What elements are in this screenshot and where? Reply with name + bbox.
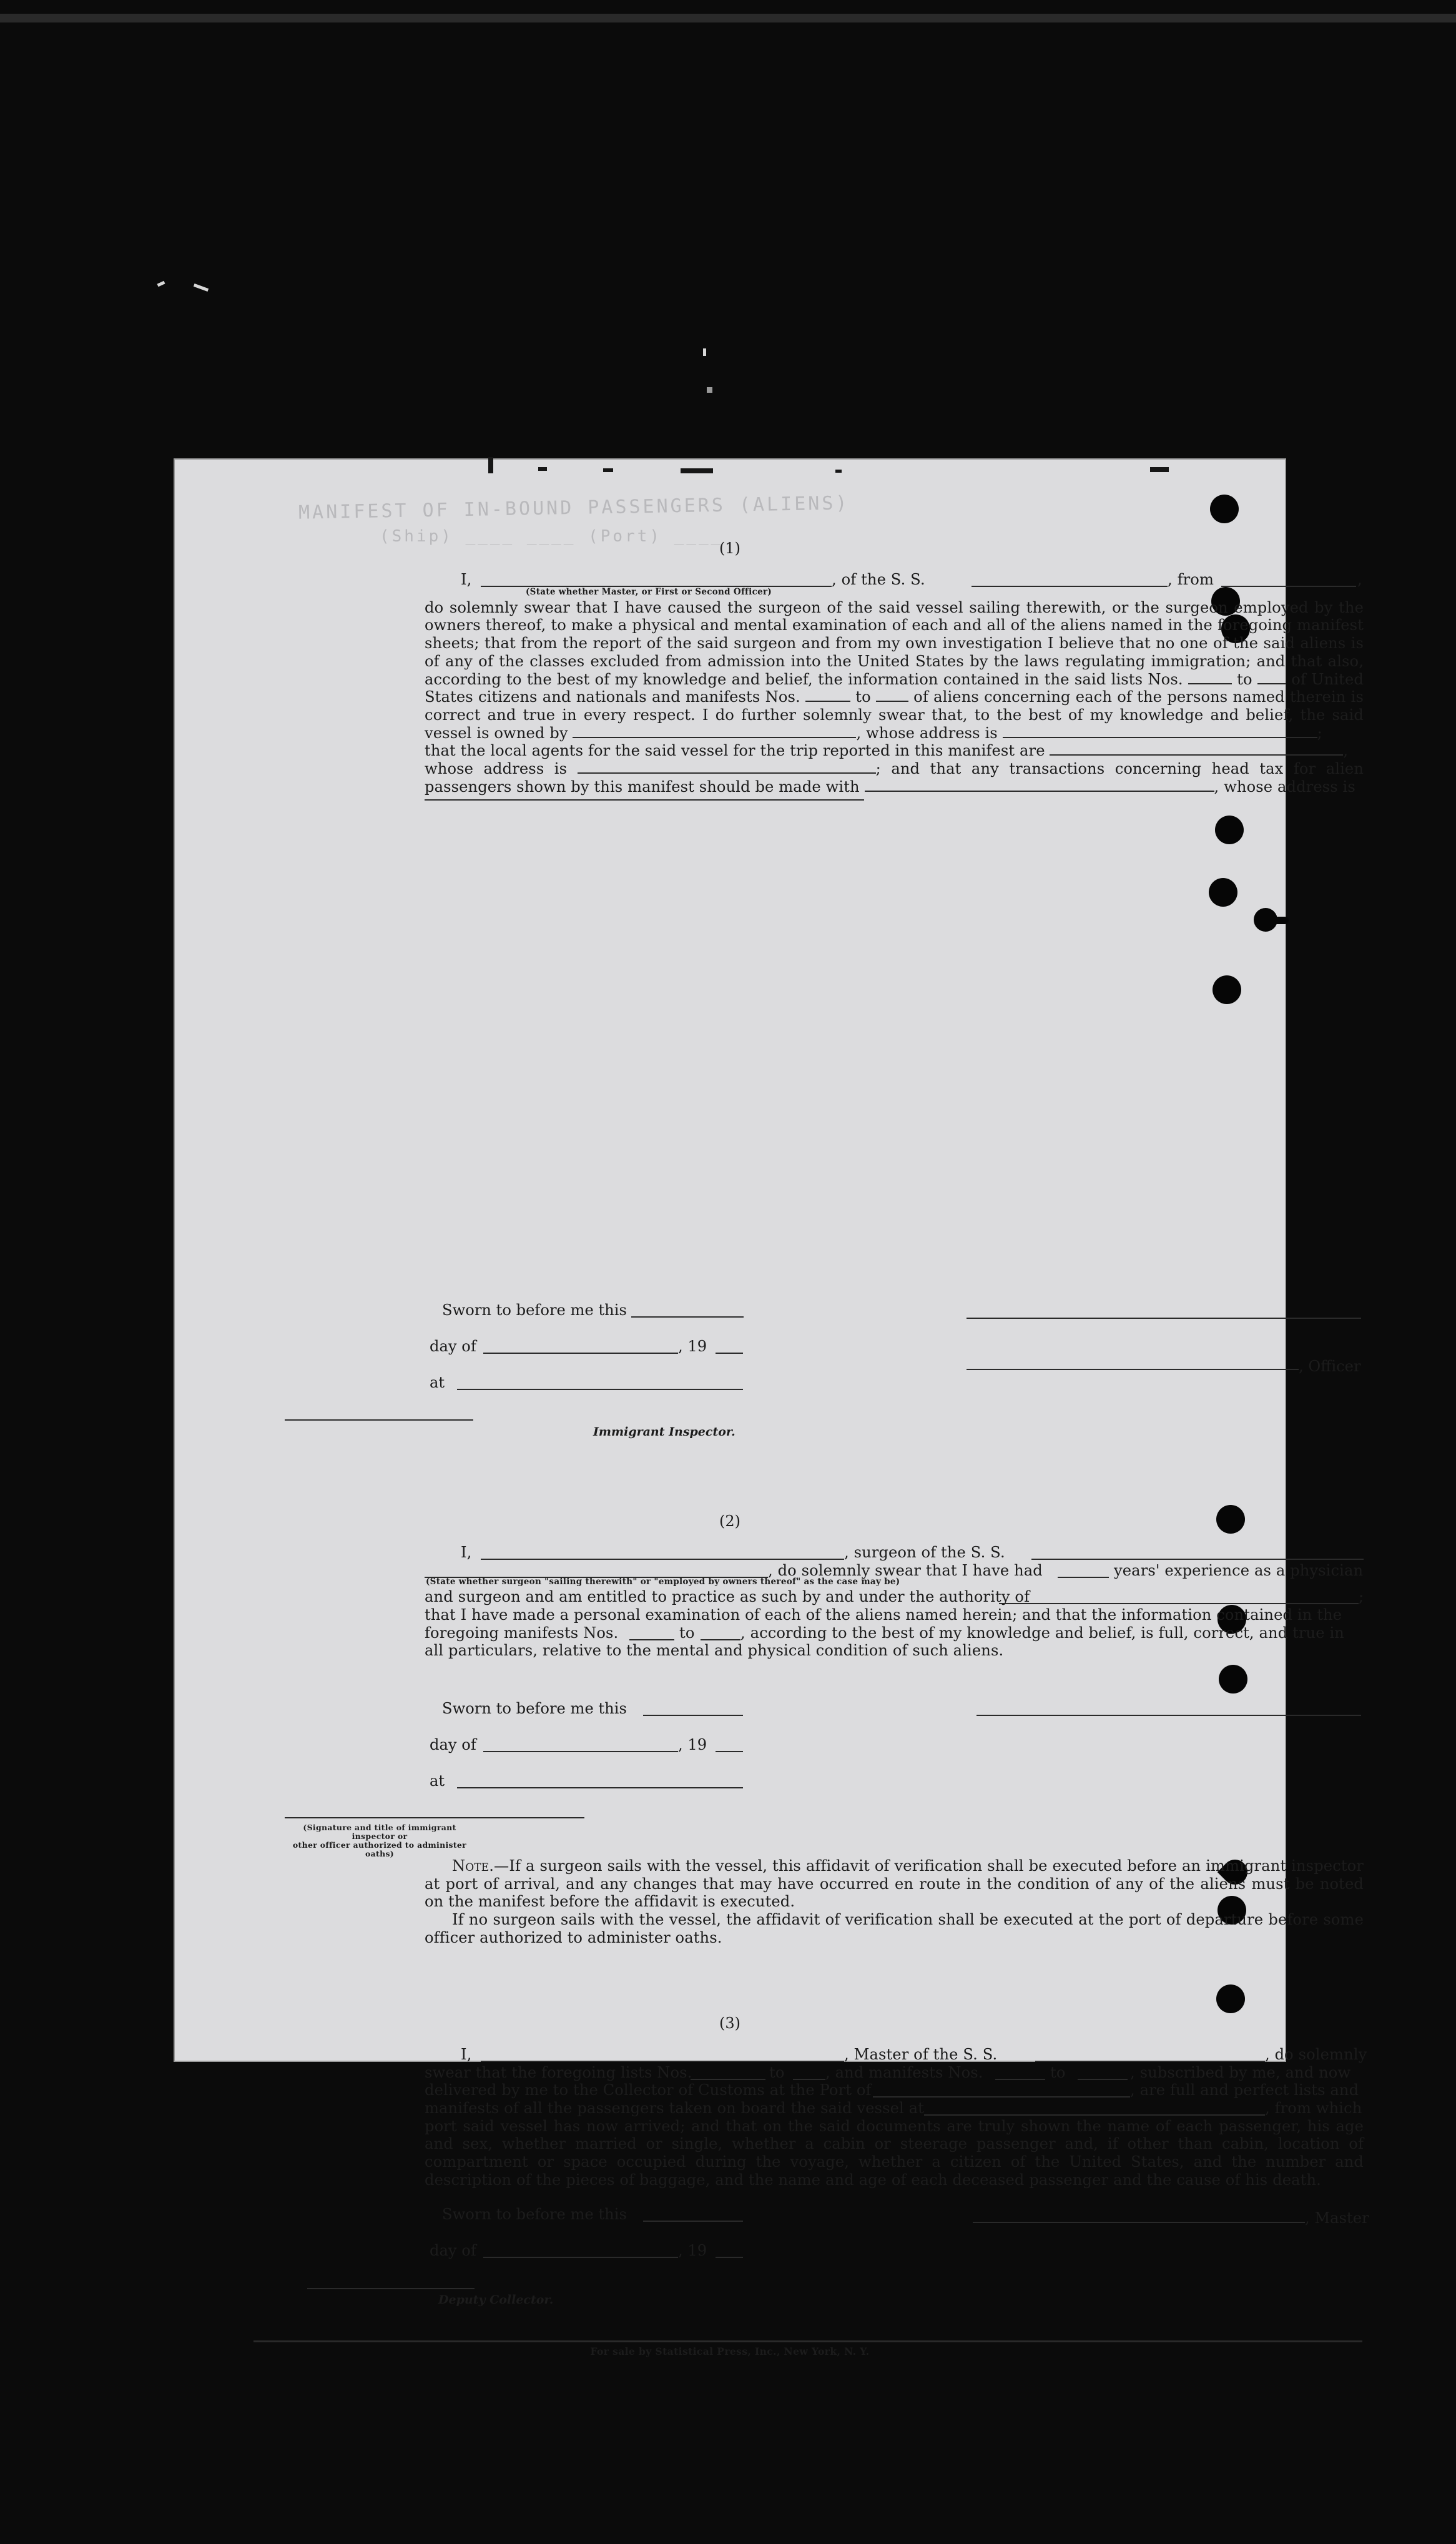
top-edge-mark bbox=[603, 468, 613, 472]
lists-from-field[interactable] bbox=[1188, 671, 1232, 684]
inspector-title: Immigrant Inspector. bbox=[593, 1425, 735, 1439]
punch-hole bbox=[1213, 975, 1241, 1004]
head-tax-address-field[interactable] bbox=[425, 796, 864, 801]
authority-field[interactable] bbox=[999, 1590, 1359, 1604]
s2-signature-caption: (Signature and title of immigrant inspector or other officer authorized to administer oaths) bbox=[292, 1823, 467, 1858]
agents-address-field[interactable] bbox=[578, 760, 876, 774]
bleed-through-text: (Ship) ____ ____ (Port) ____ bbox=[380, 527, 724, 546]
s3-manifests-to-field[interactable] bbox=[1078, 2066, 1128, 2080]
inspector-signature-line[interactable] bbox=[285, 1419, 473, 1421]
s3-month-field[interactable] bbox=[483, 2244, 678, 2258]
punch-hole bbox=[1209, 878, 1237, 907]
top-edge-mark bbox=[681, 468, 713, 473]
section-2-number: (2) bbox=[719, 1512, 740, 1530]
ship-name-field[interactable] bbox=[971, 573, 1168, 587]
dust-speck bbox=[194, 283, 209, 292]
punch-hole bbox=[1219, 1665, 1247, 1694]
section-3-number: (3) bbox=[719, 2014, 740, 2032]
section-1-number: (1) bbox=[719, 540, 740, 557]
surgeon-status-field[interactable] bbox=[425, 1564, 768, 1578]
dust-speck bbox=[707, 387, 712, 393]
s1-oath-text: do solemnly swear that I have caused the surgeon of the said vessel sailing therewith, or the surgeon employed by the owners thereof, to make a physical and mental examination of each and all of the aliens named in the foregoing manifest sheets; that from the report of the said surgeon and from my own investigation I believe that no one of the said aliens is of any of the classes excluded from admission into the United States by the laws regulating immigration; and that also, according to the best of my knowledge and belief, the information contained in the said lists Nos. to of United States citizens and nationals and manifests Nos. to of aliens concerning each of the persons named therein is correct and true in every respect. I do further solemnly swear that, to the best of my knowledge and belief, the said vessel is owned by , whose address is ; that the local agents for the said vessel for the trip reported in this manifest are , whose address is ; and that any transactions concerning head tax for alien passengers shown by this manifest should be made with , whose address is bbox=[425, 598, 1364, 796]
s3-sworn-day-field[interactable] bbox=[643, 2208, 743, 2222]
s2-manifests-to-field[interactable] bbox=[701, 1627, 740, 1640]
s1-month-field[interactable] bbox=[483, 1340, 678, 1354]
head-tax-contact-field[interactable] bbox=[865, 778, 1214, 792]
s3-ship-name-field[interactable] bbox=[1035, 2048, 1265, 2062]
officer-signature-line[interactable] bbox=[967, 1369, 1299, 1370]
top-edge-mark bbox=[835, 470, 842, 473]
surgeon-name-field[interactable] bbox=[481, 1546, 844, 1560]
collector-title: Deputy Collector. bbox=[438, 2293, 554, 2307]
years-experience-field[interactable] bbox=[1058, 1564, 1109, 1578]
officer-label: , Officer bbox=[1299, 1358, 1361, 1375]
departure-port-field[interactable] bbox=[1221, 573, 1356, 587]
boarding-port-field[interactable] bbox=[924, 2102, 1265, 2116]
lists-to-field[interactable] bbox=[1257, 671, 1286, 684]
manifests-from-field[interactable] bbox=[805, 688, 850, 702]
top-edge-mark bbox=[488, 457, 493, 473]
s3-master-name-field[interactable] bbox=[481, 2048, 844, 2062]
master-signature-line[interactable] bbox=[973, 2222, 1305, 2223]
section-2-note: Note.—If a surgeon sails with the vessel, this affidavit of verification shall be executed before an immigrant inspector at port of arrival, and any changes that may have occurred en route in the condition of any of the aliens must be noted on the manifest before the affidavit is executed. If no surgeon sails with the vessel, the affidavit of verification shall be executed at the port of departure before some officer authorized to administer oaths. bbox=[425, 1857, 1364, 1946]
document-page: MANIFEST OF IN-BOUND PASSENGERS (ALIENS) (Ship) ____ ____ (Port) ____ (1) I, , of the S. S. , from , (State whether Master, or First or Second Officer) do solemnly swear that I have caused the surgeon of the said vessel sailing therewith, or the surgeon employed by the owners thereof, to make a physical and mental examination of each and all of the aliens named in the foregoing manifest sheets; that from the report of the said surgeon and from my own investigation I believe that no one of the said aliens is of any of the classes excluded from admission into the United States by the laws regulating immigration; and that also, according to the best of my knowledge and belief, the information contained in the said lists Nos. to of United States citizens and nationals and manifests Nos. to of aliens concerning each of the persons named therein is correct and true in every respect. I do further solemnly swear that, to the best of my knowledge and belief, the said vessel is owned by , whose address is ; that the local agents for the said vessel for the trip reported in this manifest are , whose address is ; and that any transactions concerning head tax for alien passengers shown by this manifest should be made with , whose address is Sworn to before me this day of , 19 at Immigrant Inspector. , Officer (2) I, , surgeon of the S. S. , do solemnly swear that I have had years' experience as a physician (State whether surgeon "sailing therewith" or "employed by owners thereof" as the case may be) and surgeon and am entitled to practice as such by and under the authority of ; that I have made a personal examination of each of the aliens named herein; and that the information contained in the foregoing manifests Nos. to , according to the best of my knowledge and belief, is full, correct, and true in all particulars, relative to the mental and physical condition of such aliens. Sworn to before me this day of , 19 at (Signature and title of immigrant inspector or other officer authorized to administer oaths) Note.—If a surgeon sails with the vessel, this affidavit of verification shall be executed before an immigrant inspector at port of arrival, and any changes that may have occurred en route in the condition of any of the aliens must be noted on the manifest before the affidavit is executed. If no surgeon sails with the vessel, the affidavit of verification shall be executed at the port of departure before some officer authorized to administer oaths. (3) I, , Master of the S. S. , do solemnly swear that the foregoing lists Nos. to , and manifests Nos. to , subscribed by me, and now delivered by me to the Collector of Customs at the Port of , are full and perfect lists and manifests of all the passengers taken on board the said vessel at , from which port said vessel has now arrived; and that on the said documents are truly shown the name of each passenger, his age and sex, whether married or single, whether a cabin or steerage passenger and, if other than cabin, location of compartment or space occupied during the voyage, whether a citizen of the United States, and the number and description of the pieces of baggage, and the name and age of each deceased passenger and the cause of his death. Sworn to before me this day of , 19 , Master Deputy Collector. For sale by Statistical Press, Inc., New York, N. Y. bbox=[174, 458, 1286, 2062]
section-3: I, , Master of the S. S. , do solemnly swear that the foregoing lists Nos. to , and manifests Nos. to , subscribed by me, and now delivered by me to the Collector of Customs at the Port of , are full and perfect lists and manifests of all the passengers taken on board the said vessel at , from which port said vessel has now arrived; and that on the said documents are truly shown the name of each passenger, his age and sex, whether married or single, whether a cabin or steerage passenger and, if other than cabin, location of compartment or space occupied during the voyage, whether a citizen of the United States, and the number and description of the pieces of baggage, and the name and age of each deceased passenger and the cause of his death. bbox=[425, 2046, 1367, 2189]
dust-speck bbox=[157, 281, 165, 287]
top-edge-mark bbox=[1150, 467, 1169, 472]
punch-hole bbox=[1215, 816, 1244, 844]
bleed-through-text: MANIFEST OF IN-BOUND PASSENGERS (ALIENS) bbox=[298, 492, 850, 524]
s3-lists-to-field[interactable] bbox=[793, 2066, 825, 2080]
master-name-field[interactable] bbox=[481, 573, 832, 587]
s3-manifests-from-field[interactable] bbox=[995, 2066, 1045, 2080]
collector-signature-line[interactable] bbox=[307, 2288, 475, 2289]
punch-hole bbox=[1216, 1984, 1245, 2013]
punch-hole bbox=[1210, 495, 1239, 523]
owner-address-field[interactable] bbox=[1003, 724, 1317, 738]
s2-place-field[interactable] bbox=[457, 1775, 743, 1788]
s3-year-field[interactable] bbox=[716, 2244, 743, 2258]
local-agents-field[interactable] bbox=[1050, 742, 1343, 756]
manifests-to-field[interactable] bbox=[876, 688, 908, 702]
scanner-top-edge bbox=[0, 14, 1456, 22]
s1-year-field[interactable] bbox=[716, 1340, 743, 1354]
s2-inspector-signature-line[interactable] bbox=[285, 1817, 584, 1818]
s2-ship-name-field[interactable] bbox=[1031, 1546, 1364, 1560]
top-edge-mark bbox=[538, 467, 547, 471]
s1-place-field[interactable] bbox=[457, 1376, 743, 1390]
s1-signature-line[interactable] bbox=[967, 1318, 1361, 1319]
master-caption: (State whether Master, or First or Second Officer) bbox=[526, 586, 772, 597]
s1-line-1: I, , of the S. S. , from , bbox=[461, 571, 1362, 588]
footer-rule bbox=[253, 2340, 1362, 2342]
punch-hole bbox=[1254, 908, 1277, 932]
master-label: , Master bbox=[1305, 2209, 1369, 2227]
s3-lists-from-field[interactable] bbox=[691, 2066, 765, 2080]
s1-sworn-day-field[interactable] bbox=[631, 1304, 744, 1318]
s2-year-field[interactable] bbox=[716, 1738, 743, 1752]
publisher-footer: For sale by Statistical Press, Inc., New York, N. Y. bbox=[590, 2345, 870, 2357]
surgeon-signature-line[interactable] bbox=[976, 1715, 1361, 1716]
port-field[interactable] bbox=[873, 2084, 1130, 2098]
surgeon-caption: (State whether surgeon "sailing therewith" or "employed by owners thereof" as the case may be) bbox=[426, 1577, 900, 1587]
s2-sworn-day-field[interactable] bbox=[643, 1702, 743, 1716]
s2-month-field[interactable] bbox=[483, 1738, 678, 1752]
section-2: I, , surgeon of the S. S. , do solemnly swear that I have had years' experience as a physician (State whether surgeon "sailing therewith" or "employed by owners thereof" as the case may be) and surgeon and am entitled to practice as such by and under the authority of ; that I have made a personal examination of each of the aliens named herein; and that the information contained in the foregoing manifests Nos. to , according to the best of my knowledge and belief, is full, correct, and true in all particulars, relative to the mental and physical condition of such aliens. bbox=[425, 1544, 1364, 1660]
owner-field[interactable] bbox=[573, 724, 856, 738]
s2-manifests-from-field[interactable] bbox=[629, 1627, 674, 1640]
dust-speck bbox=[703, 348, 706, 356]
